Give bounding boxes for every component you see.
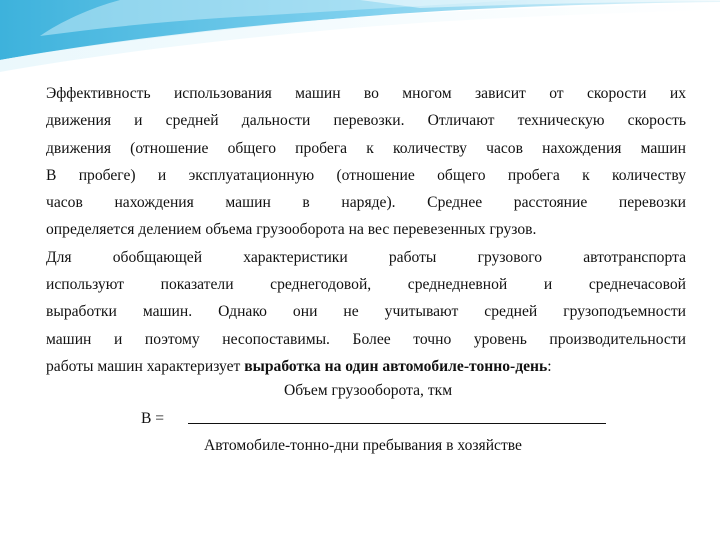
formula-lhs: В = (141, 410, 165, 427)
fraction-bar (188, 423, 606, 424)
text-line-final (46, 353, 686, 380)
text-line: используют показатели среднегодовой, среднедневной и среднечасовой (46, 276, 686, 294)
header-wave-decoration (0, 0, 720, 80)
text-suffix: : (547, 357, 552, 375)
text-line: движения (отношение общего пробега к количеству часов нахождения машин (46, 139, 686, 157)
text-line: машин и поэтому несопоставимы. Более точно уровень производительности (46, 330, 686, 348)
formula-numerator: Объем грузооборота, ткм (284, 382, 453, 399)
text-line: выработки машин. Однако они не учитывают средней грузоподъемности (46, 303, 686, 321)
body-text (46, 80, 686, 380)
formula-denominator: Автомобиле-тонно-дни пребывания в хозяйстве (204, 437, 522, 454)
text-line: Эффективность использования машин во многом зависит от скорости их (46, 85, 686, 102)
key-term-bold: выработка на один автомобиле-тонно-день (244, 357, 548, 375)
text-line: Для обобщающей характеристики работы грузового автотранспорта (46, 248, 686, 266)
text-line: определяется делением объема грузооборота на вес перевезенных грузов. (46, 221, 537, 239)
text-line: В пробеге) и эксплуатационную (отношение общего пробега к количеству (46, 166, 686, 184)
text-line: движения и средней дальности перевозки. Отличают техническую скорость (46, 112, 686, 130)
text-line: часов нахождения машин в наряде). Среднее расстояние перевозки (46, 194, 686, 212)
paragraph-efficiency (46, 80, 686, 244)
text-prefix: работы машин характеризует (46, 357, 245, 375)
paragraph-productivity (46, 244, 686, 380)
